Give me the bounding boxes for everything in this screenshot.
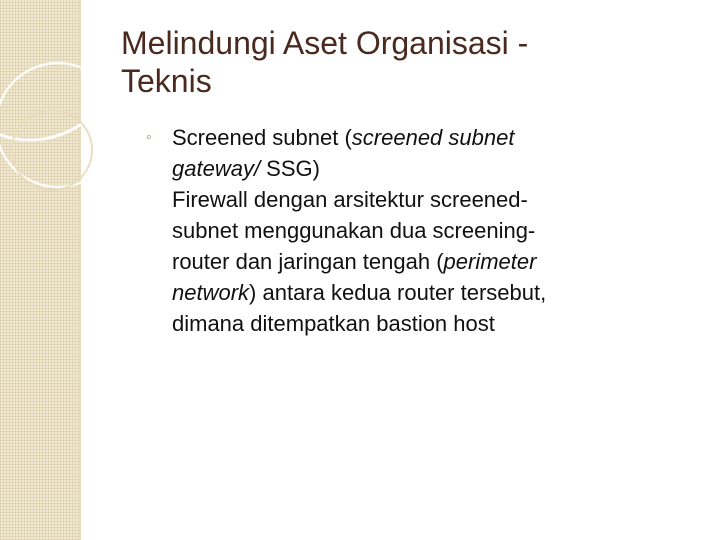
bullet-line-2 [172,153,666,184]
bullet-circle-icon: ◦ [146,129,152,146]
bullet-text-italic-1: screened subnet [351,125,515,150]
description-paragraph [146,184,666,339]
decorative-circles [0,0,140,210]
bullet-line-1 [172,122,666,153]
paragraph-line-2: subnet menggunakan dua screening- [172,218,536,243]
bullet-text-plain-1: Screened subnet ( [172,125,352,150]
decorative-circle-small [12,110,92,190]
title-line-1: Melindungi Aset Organisasi - [121,25,529,61]
bullet-item [146,122,666,184]
paragraph-line-3 [172,246,666,277]
slide-title [121,24,681,100]
slide-content [146,122,666,339]
paragraph-line-1: Firewall dengan arsitektur screened- [172,187,528,212]
paragraph-line-4 [172,277,666,308]
paragraph-line-4-italic: network [172,280,250,305]
paragraph-line-5: dimana ditempatkan bastion host [172,311,495,336]
bullet-text-plain-2: SSG) [260,156,320,181]
decorative-circle-large [0,0,120,140]
decorative-circle-medium [0,63,120,187]
paragraph-line-4-plain: ) antara kedua router tersebut, [249,280,547,305]
paragraph-line-3-italic: perimeter [443,249,537,274]
paragraph-line-3-plain: router dan jaringan tengah ( [172,249,444,274]
title-line-2: Teknis [121,63,212,99]
bullet-text-italic-2: gateway/ [172,156,261,181]
